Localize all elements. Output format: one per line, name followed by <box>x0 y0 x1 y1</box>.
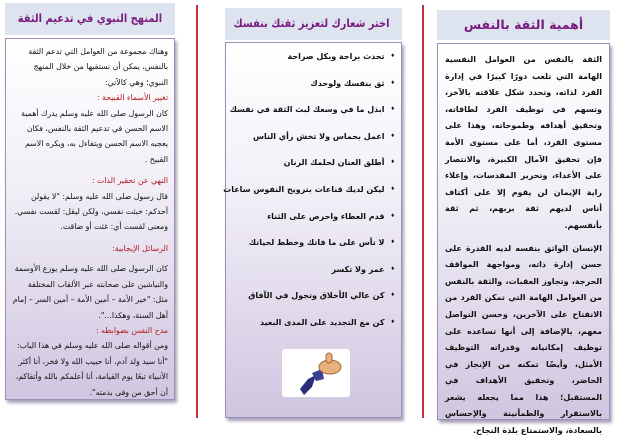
right-panel-title: أهمية الثقة بالنفس <box>463 17 584 32</box>
left-intro: وهناك مجموعة من العوامل التي تدعم الثقة بالنفس، يمكن أن نستقيها من خلال المنهج النبوي؛ وهي كالآتي: <box>28 47 168 87</box>
list-item: ♦ ليكن لديك قناعات بترويح النفوس ساعات <box>228 176 395 203</box>
section-text: ومن أقواله صلى الله عليه وسلم في هذا الباب: "أنا سيد ولد آدم، أنا حبيب الله ولا فخر، أنا أكثر الأنبياء تبعًا يوم القيامة، أنا أعلمكم بالله وأتقاكم، أن أحق من وفى بذمته". <box>15 341 168 397</box>
section-text: قال رسول صلى الله عليه وسلم: "لا يقولن أحدكم: خبثت نفسي، ولكن ليقل: لقست نفسي. ومعنى لقست أي: غثت أو ضاقت. <box>14 191 168 232</box>
section-heading: النهي عن تحقير الذات : <box>91 176 168 186</box>
middle-panel-title: اختر شعارك لتعزيز ثقتك بنفسك <box>233 16 390 30</box>
list-item: ♦ قدم العطاء واحرص على الثناء <box>228 203 395 230</box>
paragraph: الثقة بالنفس من العوامل النفسية الهامة التي تلعب دورًا كبيرًا في إدارة الفرد لذاته، وتحدد شكل علاقته بالآخر، وتسهم في توظيف الفرد لطاقاته، وتحقيق أهدافه وطموحاته، وهذا على مستوى الفرد، أما على مستوى الأمة فإن تحقيق الآمال الكبيرة، والانتصار على الأعداء، وتحرير المقدسات، وإعلاء راية الإيمان لن يقوم إلا على أكتاف أناس لديهم ثقة بربهم، ثم ثقة بأنفسهم. <box>445 55 602 230</box>
left-panel-title: المنهج النبوي في تدعيم الثقة <box>17 11 163 25</box>
list-item: ♦ تحدث براحة وبكل صراحة <box>228 43 395 70</box>
right-panel-title-bar <box>437 10 610 40</box>
left-panel <box>5 38 175 400</box>
section-heading: مدح النفس بضوابطه : <box>95 325 168 335</box>
middle-panel-title-bar <box>225 8 402 40</box>
middle-panel <box>225 42 402 418</box>
list-item: ♦ اعمل بحماس ولا تخش رأي الناس <box>228 123 395 150</box>
slogan-list <box>223 43 395 336</box>
section-heading: الرسائل الإيجابية: <box>112 243 168 253</box>
list-item: ♦ ثق بنفسك ولوحدك <box>228 70 395 97</box>
list-item: ♦ كن عالي الأخلاق وتجول في الآفاق <box>228 282 395 309</box>
right-panel <box>437 43 610 436</box>
fold-divider <box>422 5 424 418</box>
thumbs-up-illustration <box>282 349 350 397</box>
list-item: ♦ كن مع التجديد على المدى البعيد <box>228 309 395 336</box>
fold-divider <box>196 5 198 418</box>
paragraph: الإنسان الواثق بنفسه لديه القدرة على حسن إدارة ذاته، ومواجهة المواقف الحرجة، وتجاوز العقبات، والثقة بالنفس من العوامل الهامة التي تمكن الفرد من الانفتاح على الآخرين، وحسن التواصل معهم، بالإضافة إلى أنها تساعده على توظيف إمكانياته وقدراته التوظيف الأمثل، وأيضًا تمكنه من الإنجاز في الحاضر، وتحقيق الأهداف في المستقبل؛ هذا مما يجعله يشعر بالاستقرار والطمأنينة والإحساس بالسعادة، والاستمتاع بلذة النجاح. <box>445 243 602 436</box>
list-item: ♦ لا تأس على ما فاتك وخطط لحياتك <box>228 229 395 256</box>
list-item: ♦ أطلق العنان لحلمك الرنان <box>228 149 395 176</box>
section-text: كان الرسول صلى الله عليه وسلم يوزع الأوسمة والنياشين على صحابته عبر الألقاب المختلفة مثل: "خير الأمة – أمين الأمة – أمين السر – إمام أهل السنة، وهكذا...". <box>12 264 168 320</box>
section-heading: تغيير الأسماء القبيحة : <box>96 93 168 103</box>
list-item: ♦ ابذل ما في وسعك لبث الثقة في نفسك <box>228 96 395 123</box>
section-text: كان الرسول صلى الله عليه وسلم يدرك أهمية الاسم الحسن في تدعيم الثقة بالنفس، فكان يعجبه الاسم الحسن ويتفاءل به، ويكره الاسم القبيح . <box>21 108 168 164</box>
list-item: ♦ عمر ولا تكسر <box>228 256 395 283</box>
left-panel-title-bar <box>5 3 175 35</box>
